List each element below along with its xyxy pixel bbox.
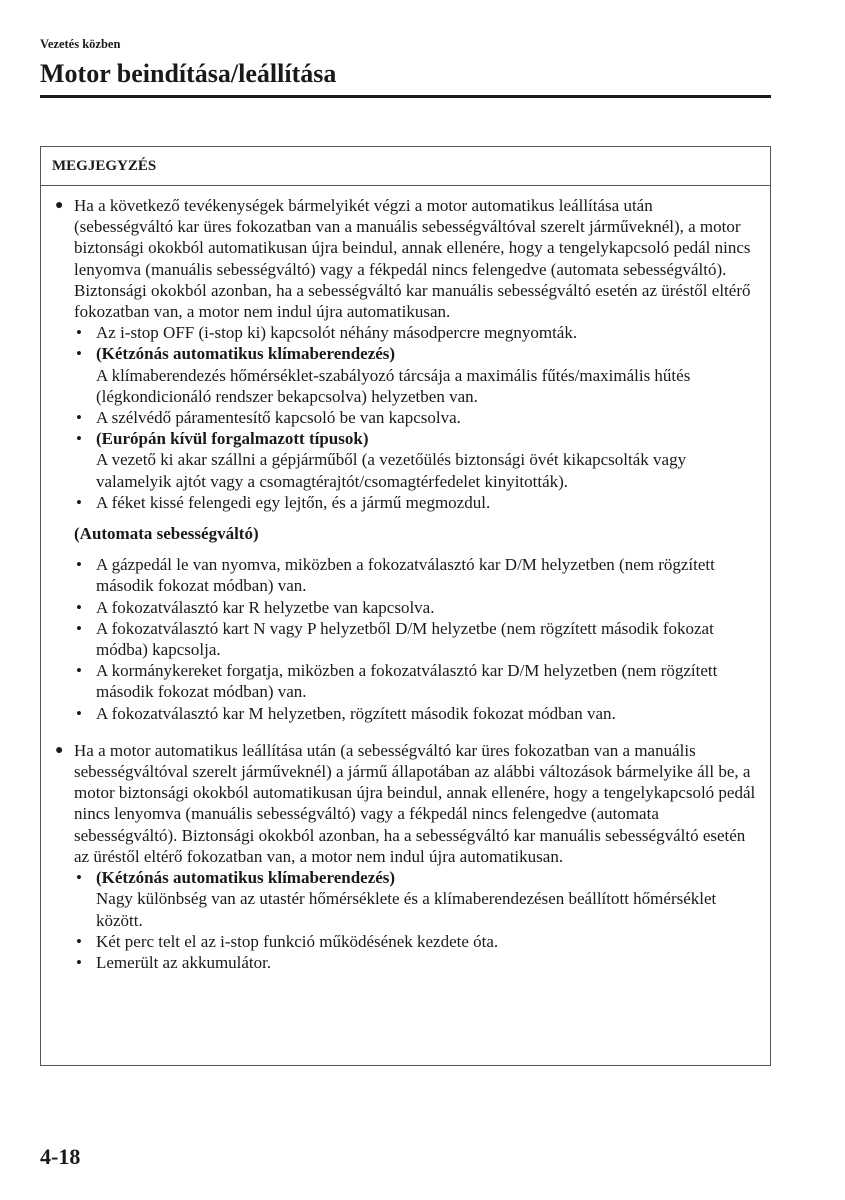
note-item-1-sublist: [74, 322, 756, 513]
bullet-icon: •: [76, 931, 82, 951]
title-rule: [40, 95, 771, 98]
bullet-icon: •: [76, 703, 82, 723]
note-box: [40, 146, 771, 1066]
list-item-text: Nagy különbség van az utastér hőmérséklete és a klímaberendezésen beállított hőmérséklet között.: [96, 889, 717, 930]
list-item-text: A klímaberendezés hőmérséklet-szabályozó tárcsája a maximális fűtés/maximális hűtés (légkondicionáló rendszer bekapcsolva) helyzetben van.: [96, 365, 691, 406]
list-item: [74, 407, 756, 428]
list-item: [74, 554, 756, 596]
list-item: [74, 428, 756, 492]
bullet-icon: •: [76, 323, 82, 343]
page-number: 4-18: [40, 1144, 81, 1169]
list-item-heading: (Kétzónás automatikus klímaberendezés): [96, 344, 396, 364]
note-heading: MEGJEGYZÉS: [41, 147, 770, 186]
list-item-text: A fokozatválasztó kar R helyzetbe van kapcsolva.: [96, 597, 435, 617]
list-item: [74, 597, 756, 618]
list-item: [74, 492, 756, 513]
list-item-text: A szélvédő páramentesítő kapcsoló be van kapcsolva.: [96, 408, 461, 428]
list-item-text: Az i-stop OFF (i-stop ki) kapcsolót néhány másodpercre megnyomták.: [96, 323, 578, 343]
note-item-2-text: Ha a motor automatikus leállítása után (a sebességváltó kar üres fokozatban van a manuális sebességváltóval szerelt járműveknél) a jármű állapotában az alábbi változások bármelyike áll be, a motor biztonsági okokból automatikusan újra beindul, annak ellenére, hogy a tengelykapcsoló pedál nincs lenyomva (manuális sebességváltó) vagy a fékpedál nincs felengedve (automata sebességváltó). Biztonsági okokból azonban, ha a sebességváltó kar manuális sebességváltó esetén az üréstől eltérő fokozatban van, a motor nem indul újra automatikusan.: [74, 740, 756, 866]
list-item: [74, 660, 756, 702]
list-item: [74, 867, 756, 931]
bullet-icon: •: [76, 952, 82, 972]
list-item-text: A vezető ki akar szállni a gépjárműből (a vezetőülés biztonsági övét kikapcsolták vagy valamelyik ajtót vagy a csomagtérajtót/csomagtérfedelet kinyitották).: [96, 450, 687, 491]
note-item-2-sublist: [74, 867, 756, 973]
bullet-icon: •: [76, 555, 82, 575]
list-item: [74, 952, 756, 973]
bullet-icon: •: [76, 429, 82, 449]
list-item: [74, 703, 756, 724]
list-item-text: Lemerült az akkumulátor.: [96, 952, 272, 972]
list-item-heading: (Európán kívül forgalmazott típusok): [96, 429, 369, 449]
bullet-icon: •: [76, 344, 82, 364]
note-item-1: [52, 195, 756, 724]
list-item-text: A kormánykereket forgatja, miközben a fokozatválasztó kar D/M helyzetben (nem rögzített második fokozat módban) van.: [96, 661, 718, 702]
note-item-1-text: Ha a következő tevékenységek bármelyikét végzi a motor automatikus leállítása után (sebességváltó kar üres fokozatban van a manuális sebességváltóval szerelt járműveknél), a motor biztonsági okokból automatikusan újra beindul, annak ellenére, hogy a tengelykapcsoló pedál nincs lenyomva (manuális sebességváltó) vagy a fékpedál nincs felengedve (automata sebességváltó). Biztonsági okokból azonban, ha a sebességváltó kar manuális sebességváltó esetén az üréstől eltérő fokozatban van, a motor nem indul újra automatikusan.: [74, 196, 751, 322]
bullet-icon: •: [76, 661, 82, 681]
list-item-text: A gázpedál le van nyomva, miközben a fokozatválasztó kar D/M helyzetben (nem rögzített második fokozat módban) van.: [96, 555, 715, 596]
list-item-text: A fokozatválasztó kart N vagy P helyzetből D/M helyzetbe (nem rögzített második fokozat módba) kapcsolja.: [96, 618, 714, 660]
list-item: [74, 343, 756, 407]
page-title: Motor beindítása/leállítása: [40, 59, 337, 88]
bullet-icon: ●: [55, 742, 64, 758]
list-item-heading: (Kétzónás automatikus klímaberendezés): [96, 868, 396, 888]
bullet-icon: •: [76, 492, 82, 512]
automatic-transmission-heading: (Automata sebességváltó): [74, 524, 259, 544]
list-item: [74, 618, 756, 660]
section-label: Vezetés közben: [40, 37, 121, 51]
bullet-icon: •: [76, 618, 82, 638]
list-item: [74, 931, 756, 952]
bullet-icon: ●: [55, 198, 64, 213]
bullet-icon: •: [76, 597, 82, 617]
note-body: [41, 186, 770, 973]
list-item-text: A fokozatválasztó kar M helyzetben, rögzített második fokozat módban van.: [96, 703, 616, 723]
list-item: [74, 322, 756, 343]
bullet-icon: •: [76, 408, 82, 428]
list-item-text: Két perc telt el az i-stop funkció működésének kezdete óta.: [96, 931, 499, 951]
list-item-text: A féket kissé felengedi egy lejtőn, és a jármű megmozdul.: [96, 492, 491, 512]
note-item-2: [52, 740, 756, 973]
bullet-icon: •: [76, 868, 82, 888]
automatic-transmission-sublist: [74, 554, 756, 724]
